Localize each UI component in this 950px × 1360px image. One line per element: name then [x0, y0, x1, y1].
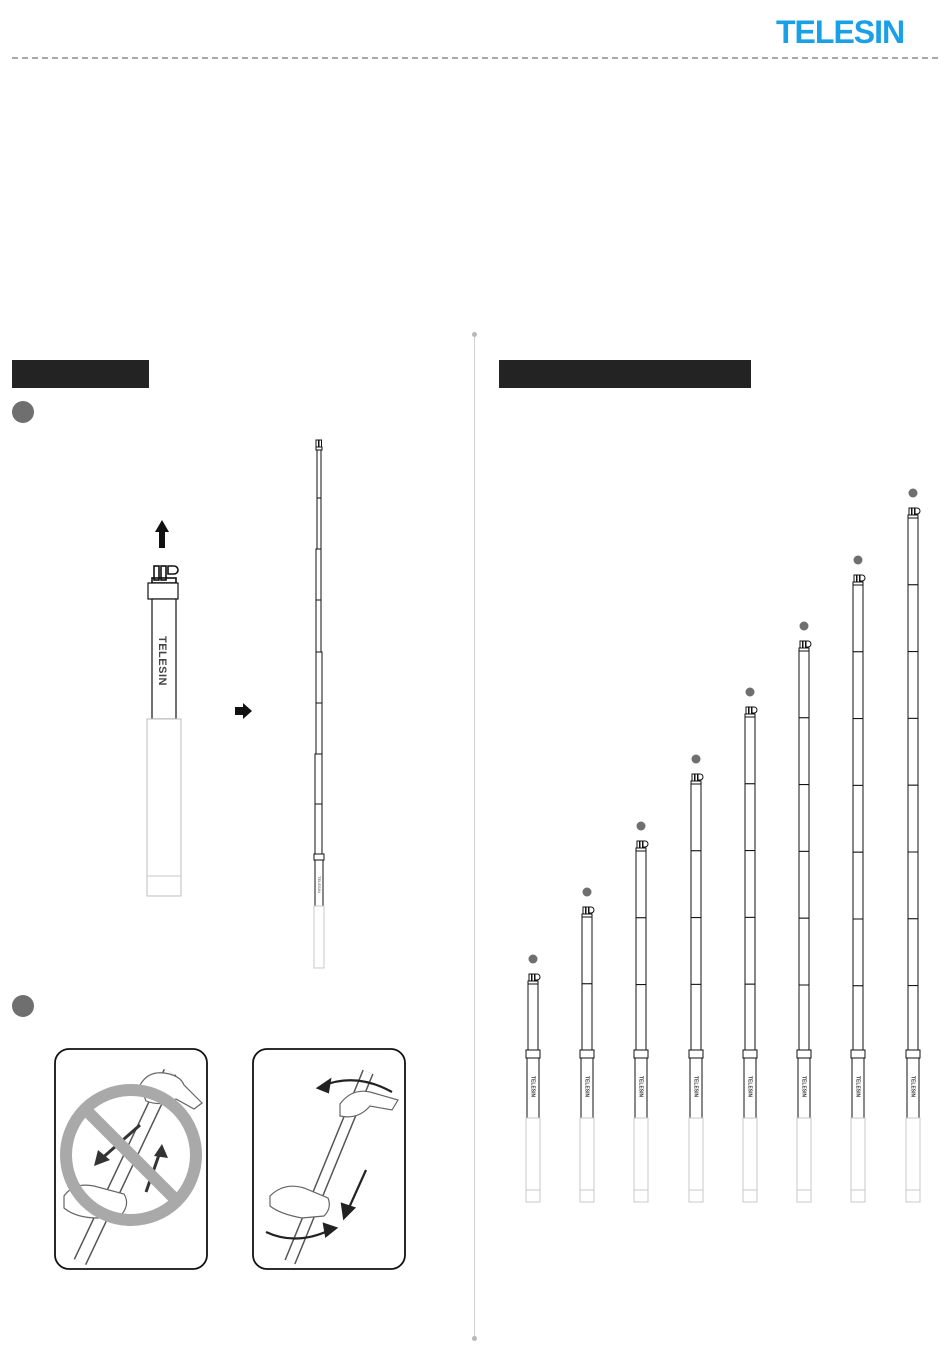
pole-3-brand-label: TELESIN [637, 1076, 644, 1098]
pole-5-segment [745, 717, 755, 784]
pole-8-mount [912, 508, 915, 515]
pole-3-mount [637, 841, 640, 848]
pole-4-grip [689, 1118, 703, 1202]
pole-8-grip [906, 1118, 920, 1202]
pole-8-segment [908, 652, 918, 719]
pole-7-mount [857, 575, 860, 582]
pole-7-segment [853, 652, 863, 719]
pole-brand-label: TELESIN [156, 636, 168, 686]
pole-4-brand-label: TELESIN [692, 1076, 699, 1098]
pole-6-brand-label: TELESIN [800, 1076, 807, 1098]
pole-5-segment [745, 851, 755, 918]
pole-3-segment [636, 918, 646, 985]
pole-4-segment [691, 918, 701, 985]
pole-5-mount [752, 707, 757, 713]
pole-3-level-dot [637, 822, 646, 831]
pole-7-segment [853, 986, 863, 1050]
pole-6-mount [803, 641, 806, 648]
pole-3-segment [636, 851, 646, 918]
pole-5-mount [749, 707, 752, 714]
pole-8-segment [908, 852, 918, 919]
pole-1-segment [528, 984, 538, 1050]
pole-6-segment [799, 651, 809, 718]
pole-8-mount [909, 508, 912, 515]
pole-1-mount [532, 974, 535, 981]
small-pole-label: TELESIN [317, 876, 322, 893]
pole-7-segment [853, 585, 863, 652]
pole-4-segment [691, 851, 701, 918]
pole-4-mount [692, 774, 695, 781]
pole-8-segment [908, 785, 918, 852]
pole-2-brand-label: TELESIN [583, 1076, 590, 1098]
pole-7-mount [860, 575, 865, 581]
pole-7-segment [853, 785, 863, 852]
pole-8-segment [908, 919, 918, 986]
pole-7-collar [851, 1050, 865, 1058]
pole-7-segment [853, 919, 863, 986]
pole-1-level-dot [529, 955, 538, 964]
pole-2-mount [589, 907, 594, 913]
pole-6-segment [799, 718, 809, 785]
pole-6-segment [799, 918, 809, 985]
pole-5-mount [746, 707, 749, 714]
pole-2-collar [580, 1050, 594, 1058]
pole-3-grip [634, 1118, 648, 1202]
pole-8-collar [906, 1050, 920, 1058]
pole-2-mount [586, 907, 589, 914]
pole-6-mount [800, 641, 803, 648]
pole-3-segment [636, 985, 646, 1050]
pole-5-segment [745, 784, 755, 851]
pole-1-grip [526, 1118, 540, 1202]
pole-6-level-dot [800, 622, 809, 631]
pole-3-mount [640, 841, 643, 848]
pole-3-collar [634, 1050, 648, 1058]
pole-5-level-dot [746, 688, 755, 697]
pole-8-brand-label: TELESIN [909, 1076, 916, 1098]
pole-3-mount [643, 841, 648, 847]
pole-5-brand-label: TELESIN [746, 1076, 753, 1098]
pole-7-brand-label: TELESIN [854, 1076, 861, 1098]
pole-2-mount [583, 907, 586, 914]
pole-4-collar [689, 1050, 703, 1058]
pole-5-segment [745, 984, 755, 1050]
pole-6-segment [799, 851, 809, 918]
pole-7-grip [851, 1118, 865, 1202]
pole-2-segment [582, 984, 592, 1050]
pole-7-segment [853, 719, 863, 786]
pole-7-level-dot [854, 556, 863, 565]
pole-8-segment [908, 718, 918, 785]
pole-4-mount [695, 774, 698, 781]
pole-4-mount [698, 774, 703, 780]
pole-4-segment [691, 984, 701, 1050]
pole-1-mount [529, 974, 532, 981]
pole-6-mount [806, 641, 811, 647]
pole-7-mount [854, 575, 857, 582]
pole-2-grip [580, 1118, 594, 1202]
pole-5-collar [743, 1050, 757, 1058]
pole-1-collar [526, 1050, 540, 1058]
pole-6-grip [797, 1118, 811, 1202]
pole-8-level-dot [909, 489, 918, 498]
pole-5-grip [743, 1118, 757, 1202]
pole-2-level-dot [583, 888, 592, 897]
pole-8-mount [915, 508, 920, 514]
pole-8-segment [908, 585, 918, 652]
pole-6-segment [799, 785, 809, 852]
pole-4-level-dot [692, 755, 701, 764]
brand-logo: TELESIN [776, 14, 905, 50]
pole-7-segment [853, 852, 863, 919]
pole-6-collar [797, 1050, 811, 1058]
pole-1-mount [535, 974, 540, 980]
pole-8-segment [908, 986, 918, 1050]
pole-1-brand-label: TELESIN [529, 1076, 536, 1098]
pole-8-segment [908, 518, 918, 585]
pole-4-segment [691, 784, 701, 851]
pole-5-segment [745, 917, 755, 984]
pole-6-segment [799, 985, 809, 1050]
pole-2-segment [582, 917, 592, 984]
